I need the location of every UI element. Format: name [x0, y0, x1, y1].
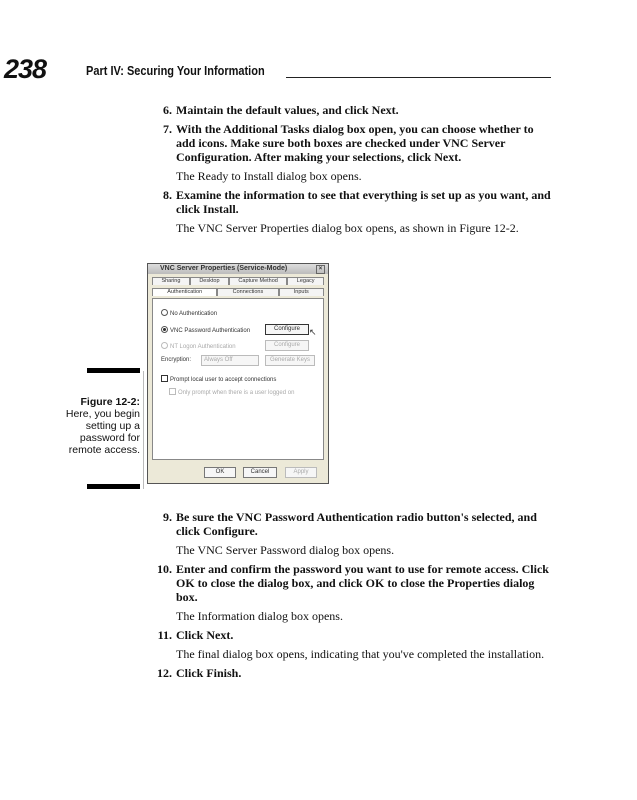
steps-top — [148, 103, 553, 240]
nt-auth-label: NT Logon Authentication — [170, 344, 236, 350]
step-result: The Information dialog box opens. — [176, 609, 343, 623]
radio-selected-icon — [161, 326, 168, 333]
encryption-label: Encryption: — [161, 357, 192, 363]
step-text: Be sure the VNC Password Authentication radio button's selected, and click Configure. — [176, 510, 537, 538]
ok-button[interactable]: OK — [204, 467, 236, 478]
tab-desktop[interactable]: Desktop — [190, 277, 229, 285]
step-text: Examine the information to see that everything is set up as you want, and click Install. — [176, 188, 551, 216]
tab-inputs[interactable]: Inputs — [279, 288, 325, 296]
tab-row-1 — [152, 277, 324, 285]
prompt-local-label: Prompt local user to accept connections — [170, 377, 277, 383]
part-title: Part IV: Securing Your Information — [86, 64, 265, 78]
step-item — [148, 562, 553, 604]
only-prompt-label: Only prompt when there is a user logged on — [178, 390, 295, 396]
authentication-panel — [152, 298, 324, 460]
mouse-cursor-icon: ↖ — [309, 327, 317, 337]
step-item — [148, 666, 553, 680]
cancel-button[interactable]: Cancel — [243, 467, 277, 478]
step-number: 11. — [157, 628, 172, 642]
nt-configure-button[interactable]: Configure — [265, 340, 309, 351]
step-item — [148, 628, 553, 642]
steps-bottom — [148, 510, 553, 685]
step-result: The VNC Server Properties dialog box opens, as shown in Figure 12-2. — [176, 221, 519, 235]
tab-sharing[interactable]: Sharing — [152, 277, 190, 285]
nt-auth-radio[interactable] — [161, 342, 236, 350]
tab-connections[interactable]: Connections — [217, 288, 278, 296]
prompt-local-checkbox[interactable] — [161, 375, 276, 383]
header-rule — [286, 77, 551, 78]
step-number: 10. — [157, 562, 172, 576]
figure-caption — [56, 396, 140, 456]
step-text: Click Finish. — [176, 666, 242, 680]
caption-bottom-bar — [87, 484, 140, 489]
no-auth-label: No Authentication — [170, 311, 218, 317]
step-number: 12. — [157, 666, 172, 680]
radio-icon — [161, 309, 168, 316]
vnc-auth-label: VNC Password Authentication — [170, 328, 251, 334]
checkbox-icon — [161, 375, 168, 382]
step-text: Click Next. — [176, 628, 234, 642]
figure-label: Figure 12-2: — [80, 396, 140, 408]
apply-button[interactable]: Apply — [285, 467, 317, 478]
step-text: Maintain the default values, and click Next. — [176, 103, 399, 117]
step-number: 8. — [163, 188, 172, 202]
only-prompt-checkbox[interactable] — [169, 388, 294, 396]
close-icon[interactable]: × — [316, 265, 325, 274]
step-item — [148, 188, 553, 216]
encryption-value: Always Off — [204, 357, 233, 363]
step-text: With the Additional Tasks dialog box open, you can choose whether to add icons. Make sure both boxes are checked under VNC Server Configuration. After making your selections, click Next. — [176, 122, 534, 164]
encryption-select[interactable] — [201, 355, 259, 366]
dialog-title-bar — [148, 264, 328, 274]
tab-legacy[interactable]: Legacy — [287, 277, 324, 285]
step-item — [148, 103, 553, 117]
caption-text: Here, you begin setting up a password for remote access. — [65, 408, 140, 456]
tab-capture-method[interactable]: Capture Method — [229, 277, 287, 285]
tab-authentication[interactable]: Authentication — [152, 288, 217, 296]
step-number: 6. — [163, 103, 172, 117]
caption-top-bar — [87, 368, 140, 373]
step-number: 7. — [163, 122, 172, 136]
step-text: Enter and confirm the password you want to use for remote access. Click OK to close the dialog box, and click OK to close the Properties dialog box. — [176, 562, 549, 604]
vnc-auth-radio[interactable] — [161, 326, 250, 334]
step-result: The final dialog box opens, indicating that you've completed the installation. — [176, 647, 545, 661]
dialog-title: VNC Server Properties (Service-Mode) — [160, 265, 288, 272]
radio-icon — [161, 342, 168, 349]
no-auth-radio[interactable] — [161, 309, 217, 317]
step-item — [148, 510, 553, 538]
checkbox-icon — [169, 388, 176, 395]
step-result: The VNC Server Password dialog box opens. — [176, 543, 395, 557]
caption-divider — [143, 371, 144, 489]
step-result: The Ready to Install dialog box opens. — [176, 169, 362, 183]
step-item — [148, 122, 553, 164]
configure-button[interactable]: Configure — [265, 324, 309, 335]
step-number: 9. — [163, 510, 172, 524]
tab-row-2 — [152, 288, 324, 296]
vnc-properties-dialog — [147, 263, 329, 484]
page-number: 238 — [4, 54, 47, 84]
generate-keys-button[interactable]: Generate Keys — [265, 355, 315, 366]
